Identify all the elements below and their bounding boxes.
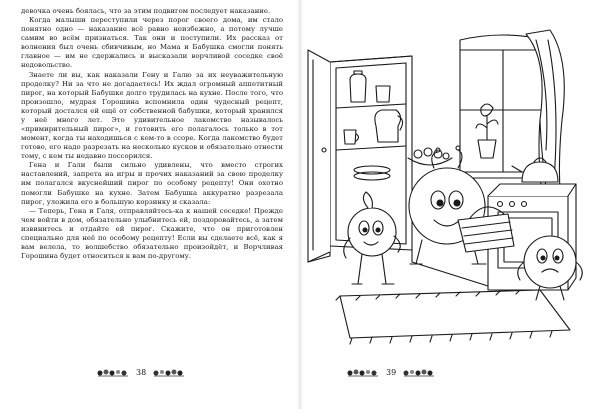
ornament-icon [152, 367, 186, 377]
story-text [21, 7, 283, 261]
paragraph: — Теперь, Гена и Галя, отправляйтесь-ка к нашей соседке! Прежде чем войти в дом, обязательно улыбнитесь ей, поздоровайтесь, а затем извинитесь и отдайте ей пирог. Скажите, что он приготовлен специально для неё по особому рецепту! Если вы сделаете всё, как я вам велела, то волшебство обязательно произойдёт, и Ворчливая Горошина будет относиться к вам по-другому. [21, 206, 283, 261]
page-number: 39 [386, 367, 397, 377]
ornament-icon [346, 367, 380, 377]
ornament-icon [402, 367, 436, 377]
paragraph: Гена и Гали были сильно удивлены, что вместо строгих наставлений, запрета на игры и прочих наказаний за свою проделку им полагался вкуснейший пирог по особому рецепту! Они охотно помогли Бабушке на кухне. Затем Бабушка аккуратно разрезала пирог, уложила его в большую корзинку и сказала: [21, 161, 283, 206]
page-footer [96, 365, 186, 379]
paragraph: Знаете ли вы, как наказали Гену и Галю за их неуважительную проделку? Ни за что не догадаетесь! Их ждал огромный аппетитный пирог, на который Бабушке долго трудилась на кухне. После того, что произошло, мудрая Горошина вспомнила один чудесный рецепт, который достался ей ещё от собственной бабушки, который хранился у неё много лет. Это удивительное лакомство называлось «примирительный пирог», и готовить его полагалось только в тот момент, когда ты находишься с кем-то в ссоре. Когда лакомство будет готово, его надо разрезать на несколько кусков и обязательно отнести тому, с кем ты недавно поссорился. [21, 70, 283, 161]
paragraph: Когда малыши переступили через порог своего дома, им стало понятно одно — наказание всё равно неизбежно, а потому лучше самим во всём признаться. Так они и поступили. Их рассказ от волнения был очень сбивчивым, но Мама и Бабушка смогли понять главное — им не сдержались и высказали ворчливой соседке своё недовольство. [21, 16, 283, 70]
paragraph: девочка очень боялась, что за этим подвигом последует наказание. [21, 7, 271, 15]
kitchen-illustration [300, 0, 600, 409]
page-footer [346, 365, 436, 379]
page-number: 38 [136, 367, 147, 377]
ornament-icon [96, 367, 130, 377]
right-page [300, 0, 600, 409]
